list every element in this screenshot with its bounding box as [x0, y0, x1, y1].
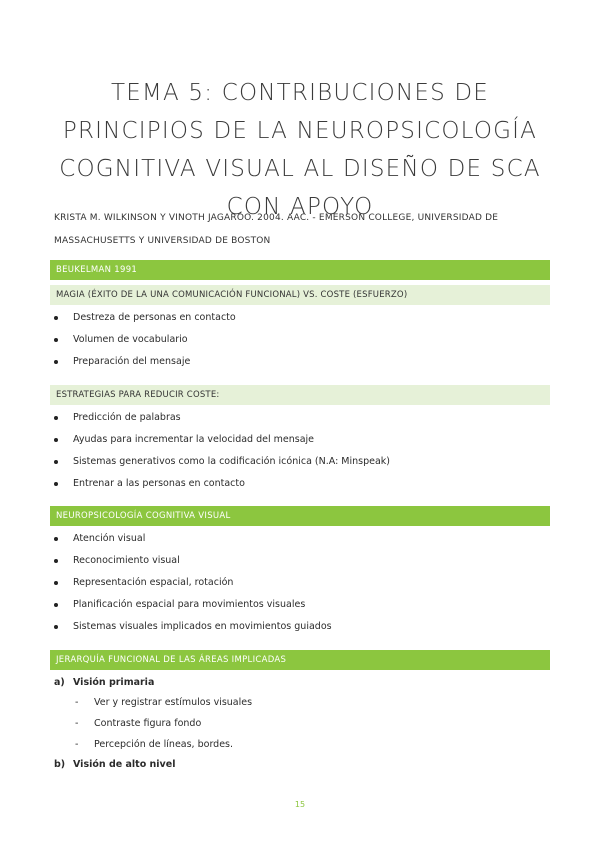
- list-item: Destreza de personas en contacto: [54, 307, 544, 329]
- list-item: Volumen de vocabulario: [54, 329, 544, 351]
- section-heading-neuropsicologia: NEUROPSICOLOGÍA COGNITIVA VISUAL: [50, 506, 550, 526]
- lettered-item-b: [54, 755, 175, 775]
- list-item: Ayudas para incrementar la velocidad del mensaje: [54, 429, 544, 451]
- lettered-item-a: [54, 673, 154, 693]
- list-item: - Percepción de líneas, bordes.: [75, 734, 252, 755]
- page-number: 15: [294, 800, 306, 809]
- magia-list: [54, 307, 544, 373]
- list-item: Atención visual: [54, 528, 544, 550]
- vision-primaria-list: [75, 692, 252, 755]
- list-item: Planificación espacial para movimientos visuales: [54, 594, 544, 616]
- list-item: Preparación del mensaje: [54, 351, 544, 373]
- item-label: Visión de alto nivel: [73, 759, 176, 770]
- estrategias-list: [54, 407, 544, 495]
- list-item: Sistemas generativos como la codificación icónica (N.A: Minspeak): [54, 451, 544, 473]
- subheading-magia: MAGIA (ÉXITO DE LA UNA COMUNICACIÓN FUNCIONAL) VS. COSTE (ESFUERZO): [50, 285, 550, 305]
- list-item: Reconocimiento visual: [54, 550, 544, 572]
- page-title: TEMA 5: CONTRIBUCIONES DE PRINCIPIOS DE LA NEUROPSICOLOGÍA COGNITIVA VISUAL AL DISEÑO DE SCA CON APOYO: [59, 80, 541, 220]
- list-item: - Ver y registrar estímulos visuales: [75, 692, 252, 713]
- section-heading-beukelman: BEUKELMAN 1991: [50, 260, 550, 280]
- section-heading-jerarquia: JERARQUÍA FUNCIONAL DE LAS ÁREAS IMPLICADAS: [50, 650, 550, 670]
- item-letter: a): [54, 677, 65, 688]
- item-letter: b): [54, 759, 66, 770]
- neuro-list: [54, 528, 544, 638]
- item-label: Visión primaria: [73, 677, 155, 688]
- list-item: Predicción de palabras: [54, 407, 544, 429]
- list-item: Sistemas visuales implicados en movimientos guiados: [54, 616, 544, 638]
- list-item: Entrenar a las personas en contacto: [54, 473, 544, 495]
- list-item: Representación espacial, rotación: [54, 572, 544, 594]
- subheading-estrategias: ESTRATEGIAS PARA REDUCIR COSTE:: [50, 385, 550, 405]
- list-item: - Contraste figura fondo: [75, 713, 252, 734]
- authors-line: KRISTA M. WILKINSON Y VINOTH JAGAROO. 2004. AAC. - EMERSON COLLEGE, UNIVERSIDAD DE MASSACHUSETTS Y UNIVERSIDAD DE BOSTON: [54, 213, 499, 246]
